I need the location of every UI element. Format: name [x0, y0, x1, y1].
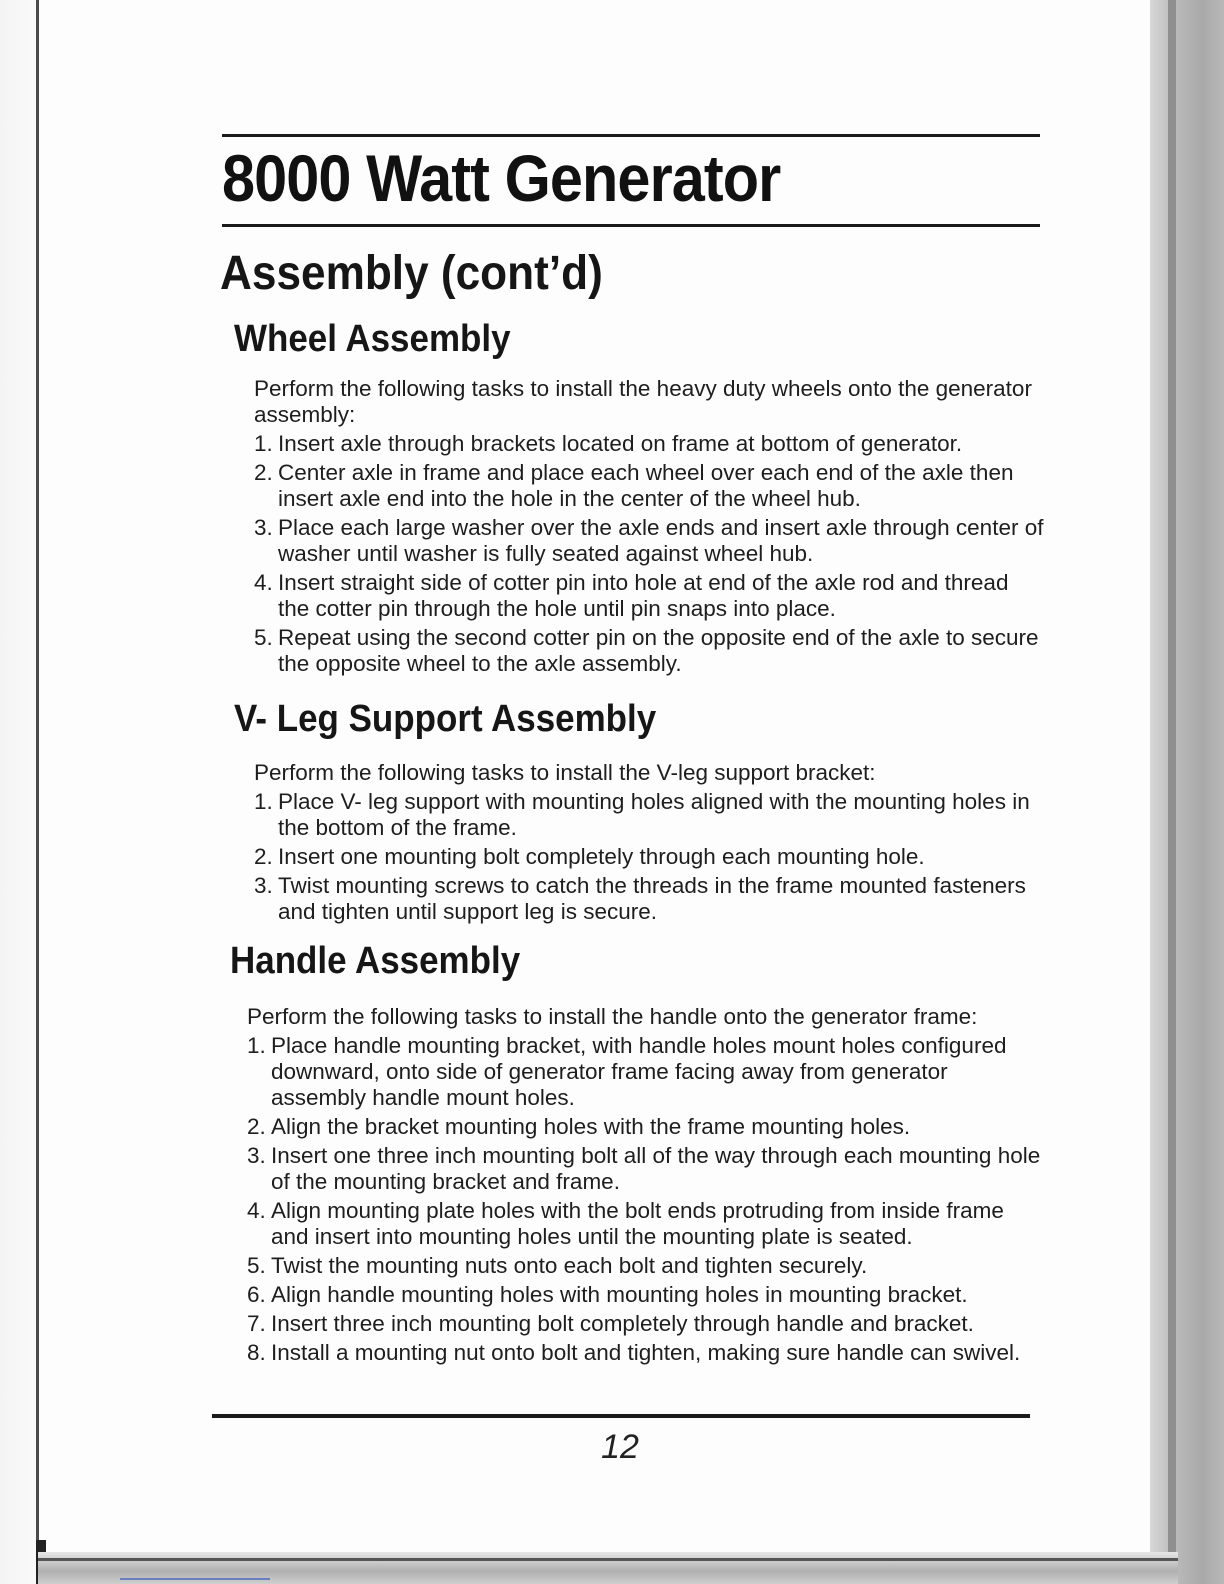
scan-right-edge-shadow	[1150, 0, 1224, 1584]
scan-bottom-strip	[120, 1578, 270, 1580]
step-number: 3.	[254, 515, 273, 540]
step-text: Insert three inch mounting bolt completely through handle and bracket.	[271, 1311, 974, 1336]
step-text: Place V- leg support with mounting holes aligned with the mounting holes in the bottom of the frame.	[278, 789, 1030, 840]
wheel-steps-list	[254, 431, 1044, 677]
step-text: Insert axle through brackets located on frame at bottom of generator.	[278, 431, 963, 456]
step-text: Twist the mounting nuts onto each bolt and tighten securely.	[271, 1253, 868, 1278]
step-text: Center axle in frame and place each wheel over each end of the axle then insert axle end into the hole in the center of the wheel hub.	[278, 460, 1014, 511]
step-number: 4.	[254, 570, 273, 595]
v-leg-steps-list	[254, 789, 1044, 925]
list-item	[247, 1198, 1047, 1250]
step-number: 2.	[247, 1114, 266, 1139]
section-intro: Perform the following tasks to install the heavy duty wheels onto the generator assembly:	[254, 376, 1032, 427]
scan-bottom-edge-line	[38, 1558, 1178, 1561]
scan-left-edge-line	[36, 0, 39, 1584]
step-text: Repeat using the second cotter pin on the opposite end of the axle to secure the opposite wheel to the axle assembly.	[278, 625, 1039, 676]
step-number: 2.	[254, 460, 273, 485]
step-number: 2.	[254, 844, 273, 869]
list-item	[254, 431, 1044, 457]
section-title-wheel-assembly: Wheel Assembly	[234, 318, 511, 360]
footer-rule	[212, 1414, 1030, 1418]
step-number: 3.	[247, 1143, 266, 1168]
scan-right-binding-line	[1168, 0, 1176, 1584]
step-text: Place handle mounting bracket, with handle holes mount holes configured downward, onto side of generator frame facing away from generator assembly handle mount holes.	[271, 1033, 1007, 1110]
step-text: Insert one three inch mounting bolt all of the way through each mounting hole of the mounting bracket and frame.	[271, 1143, 1041, 1194]
list-item	[247, 1340, 1047, 1366]
step-text: Insert one mounting bolt completely through each mounting hole.	[278, 844, 925, 869]
step-text: Insert straight side of cotter pin into hole at end of the axle rod and thread the cotter pin through the hole until pin snaps into place.	[278, 570, 1009, 621]
list-item	[254, 515, 1044, 567]
step-number: 7.	[247, 1311, 266, 1336]
title-underline-rule	[222, 224, 1040, 227]
section-body-v-leg-support-assembly	[254, 760, 1044, 928]
step-number: 4.	[247, 1198, 266, 1223]
section-intro: Perform the following tasks to install the V-leg support bracket:	[254, 760, 876, 785]
list-item	[254, 460, 1044, 512]
top-rule	[222, 134, 1040, 137]
document-title: 8000 Watt Generator	[222, 141, 781, 215]
step-text: Install a mounting nut onto bolt and tighten, making sure handle can swivel.	[271, 1340, 1021, 1365]
list-item	[254, 844, 1044, 870]
section-body-wheel-assembly	[254, 376, 1044, 680]
list-item	[254, 625, 1044, 677]
step-text: Align mounting plate holes with the bolt ends protruding from inside frame and insert into mounting holes until the mounting plate is seated.	[271, 1198, 1004, 1249]
step-number: 5.	[254, 625, 273, 650]
list-item	[247, 1253, 1047, 1279]
list-item	[254, 789, 1044, 841]
list-item	[254, 873, 1044, 925]
page-number: 12	[601, 1428, 639, 1466]
list-item	[247, 1311, 1047, 1337]
step-number: 3.	[254, 873, 273, 898]
section-intro: Perform the following tasks to install the handle onto the generator frame:	[247, 1004, 978, 1029]
scan-left-margin	[0, 0, 38, 1584]
page-heading: Assembly (cont’d)	[220, 247, 603, 300]
step-number: 1.	[254, 431, 273, 456]
list-item	[247, 1143, 1047, 1195]
section-title-v-leg-support-assembly: V- Leg Support Assembly	[234, 698, 657, 740]
step-text: Twist mounting screws to catch the threads in the frame mounted fasteners and tighten until support leg is secure.	[278, 873, 1026, 924]
step-number: 6.	[247, 1282, 266, 1307]
section-body-handle-assembly	[247, 1004, 1047, 1369]
step-text: Place each large washer over the axle ends and insert axle through center of washer until washer is fully seated against wheel hub.	[278, 515, 1044, 566]
list-item	[247, 1033, 1047, 1111]
list-item	[247, 1282, 1047, 1308]
step-number: 8.	[247, 1340, 266, 1365]
step-text: Align handle mounting holes with mounting holes in mounting bracket.	[271, 1282, 968, 1307]
step-number: 5.	[247, 1253, 266, 1278]
step-text: Align the bracket mounting holes with the frame mounting holes.	[271, 1114, 911, 1139]
step-number: 1.	[254, 789, 273, 814]
list-item	[247, 1114, 1047, 1140]
step-number: 1.	[247, 1033, 266, 1058]
list-item	[254, 570, 1044, 622]
section-title-handle-assembly: Handle Assembly	[230, 940, 521, 982]
handle-steps-list	[247, 1033, 1047, 1366]
